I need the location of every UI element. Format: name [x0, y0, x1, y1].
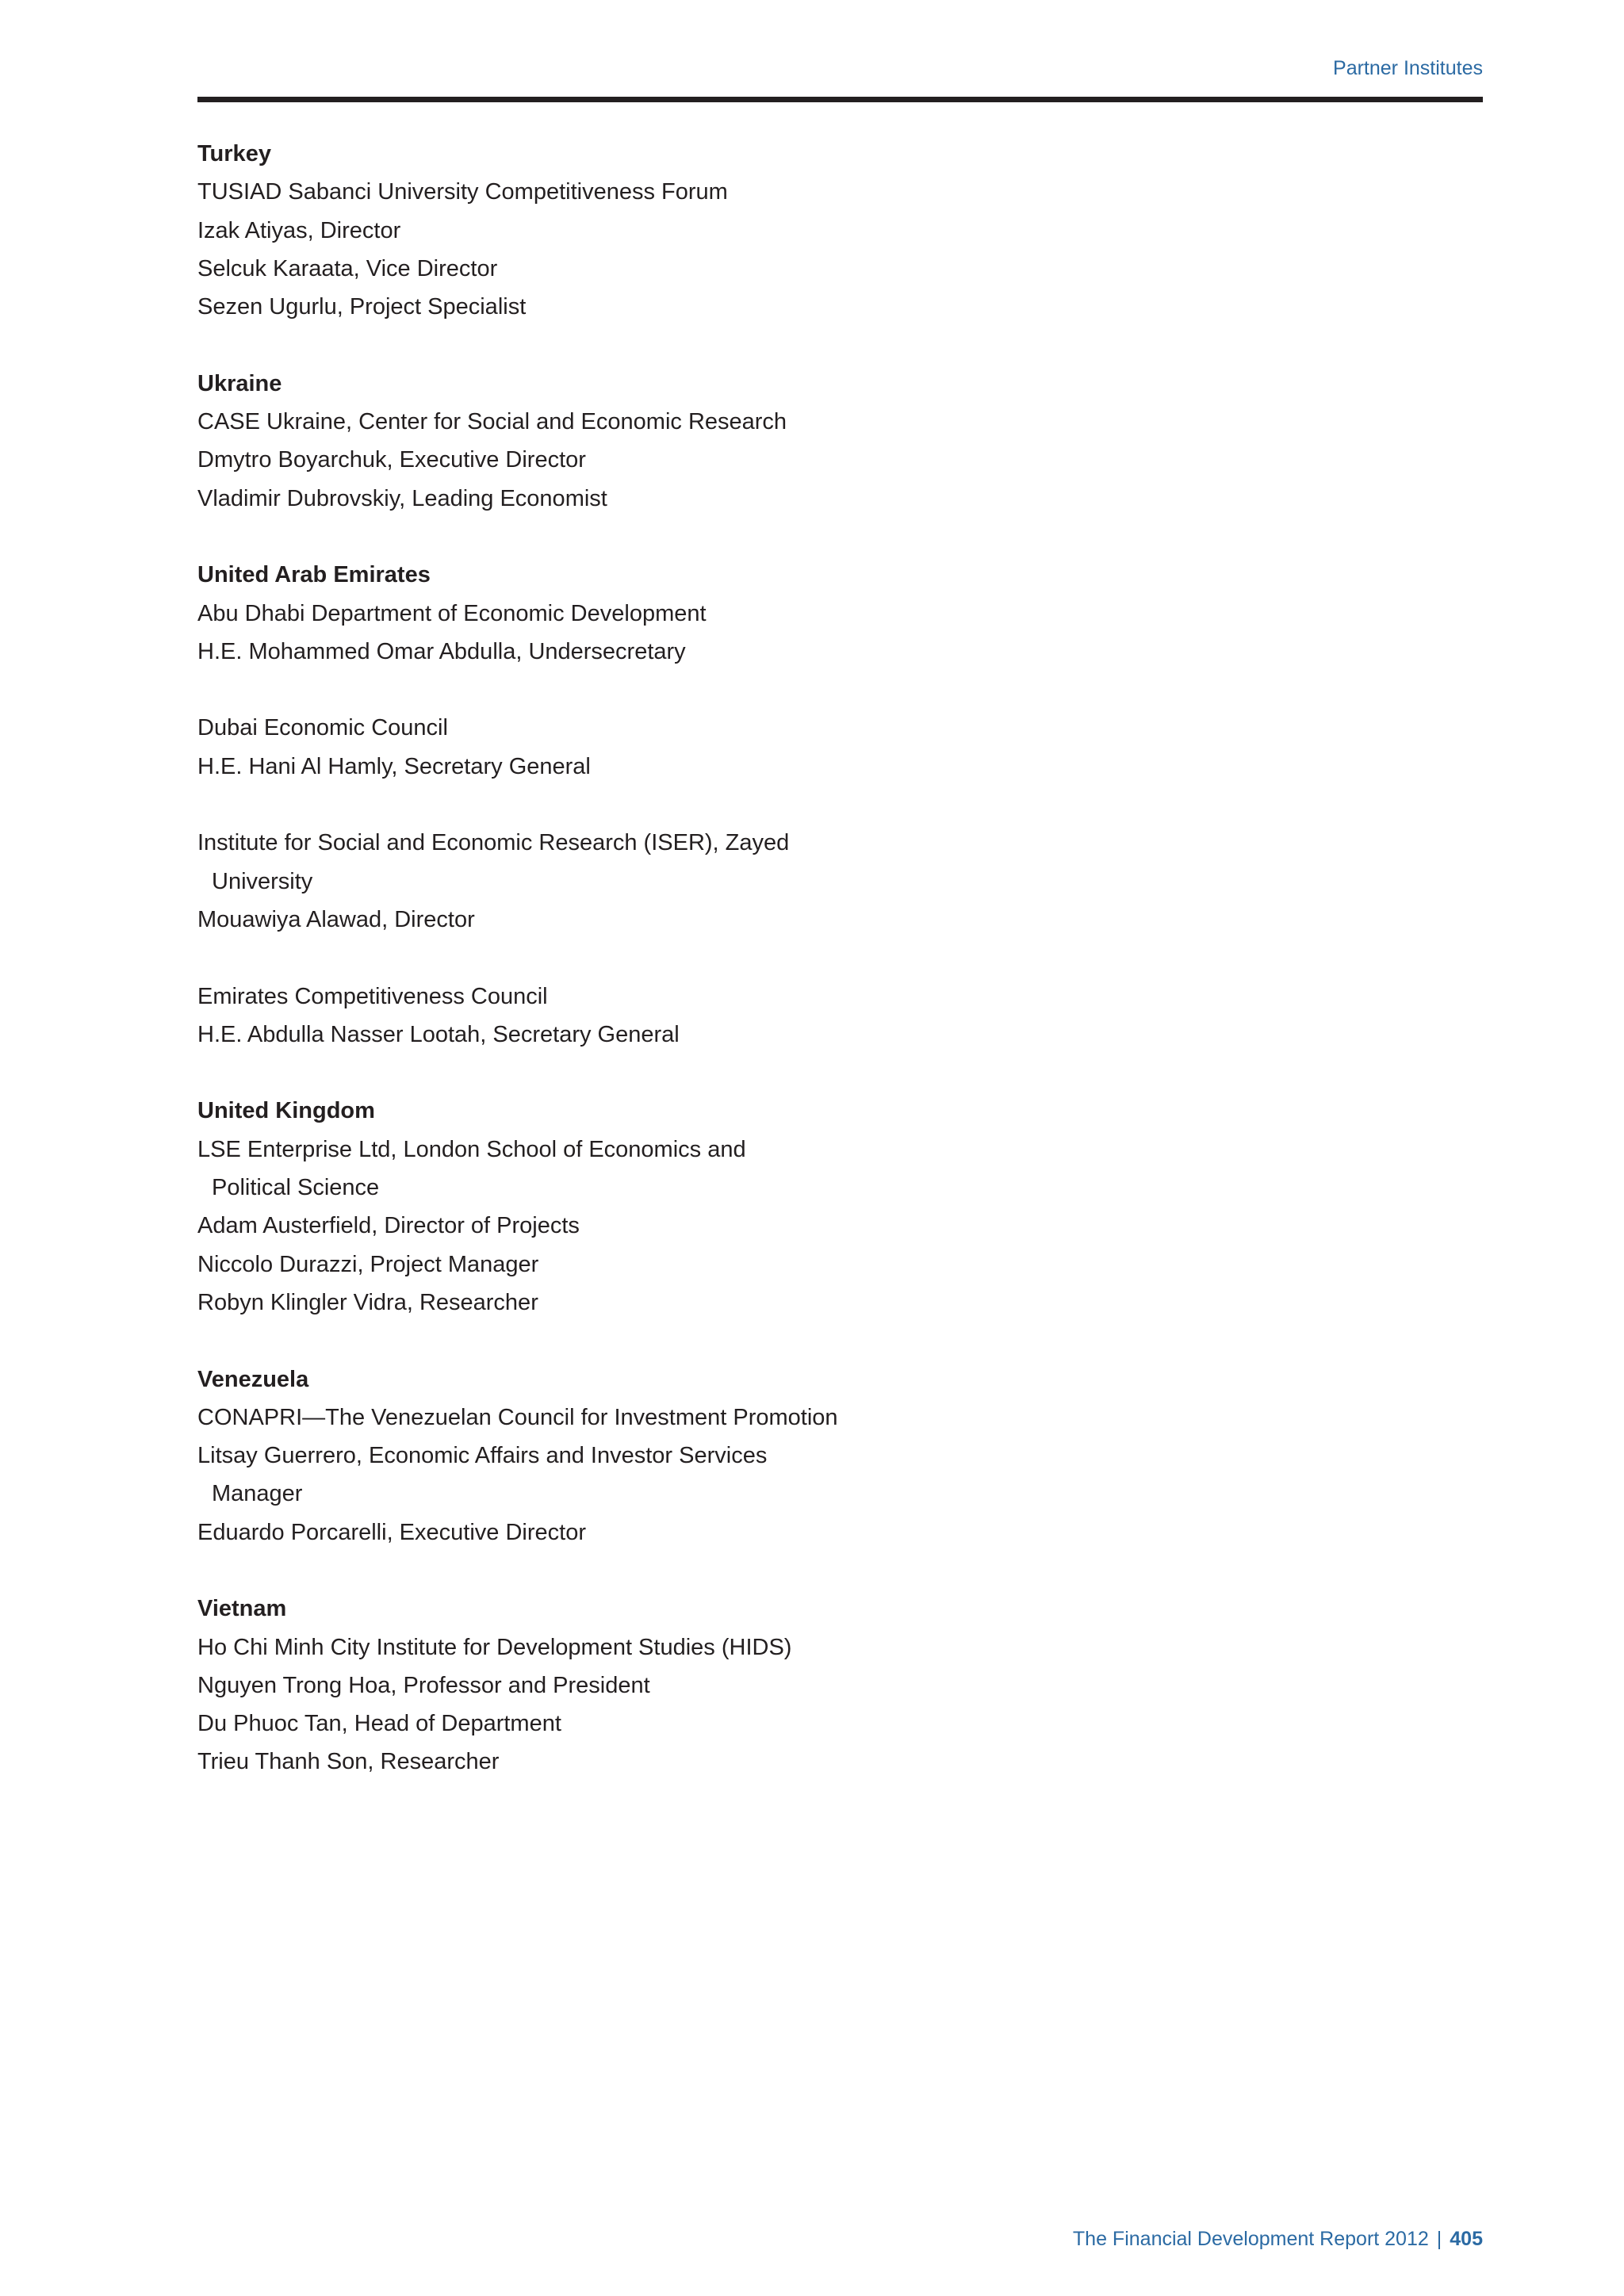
partner-institutes-list: [197, 135, 990, 1781]
contact-line: Izak Atiyas, Director: [197, 217, 401, 243]
contact-line: Selcuk Karaata, Vice Director: [197, 255, 498, 281]
organization-name-continuation: Political Science: [212, 1175, 380, 1201]
country-heading: United Arab Emirates: [197, 562, 431, 588]
contact-line: Adam Austerfield, Director of Projects: [197, 1213, 580, 1239]
country-heading: Ukraine: [197, 370, 282, 396]
contact-line: Trieu Thanh Son, Researcher: [197, 1749, 500, 1775]
country-section-ukraine: [197, 365, 990, 518]
contact-line: Mouawiya Alawad, Director: [197, 906, 475, 932]
organization-block: [197, 403, 990, 518]
country-section-venezuela: [197, 1360, 990, 1552]
organization-name-continuation: University: [212, 868, 313, 894]
page-number: 405: [1450, 2228, 1483, 2250]
organization-block: [197, 978, 990, 1054]
country-section-uae: [197, 556, 990, 1054]
footer-separator: |: [1436, 2228, 1442, 2250]
contact-line: Dmytro Boyarchuk, Executive Director: [197, 447, 586, 473]
contact-line: Niccolo Durazzi, Project Manager: [197, 1251, 539, 1277]
organization-name: CONAPRI—The Venezuelan Council for Investment Promotion: [197, 1404, 838, 1430]
running-head: Partner Institutes: [1333, 57, 1483, 79]
contact-line: Eduardo Porcarelli, Executive Director: [197, 1519, 586, 1545]
organization-block: [197, 824, 990, 939]
country-section-united-kingdom: [197, 1092, 990, 1322]
organization-block: [197, 595, 990, 672]
organization-block: [197, 709, 990, 786]
organization-block: [197, 173, 990, 326]
contact-line: Vladimir Dubrovskiy, Leading Economist: [197, 485, 607, 511]
organization-name: LSE Enterprise Ltd, London School of Economics and: [197, 1136, 746, 1162]
page-footer: [1073, 2228, 1483, 2251]
contact-line: Sezen Ugurlu, Project Specialist: [197, 294, 527, 320]
organization-name: CASE Ukraine, Center for Social and Economic Research: [197, 409, 787, 435]
organization-name: Ho Chi Minh City Institute for Development Studies (HIDS): [197, 1634, 792, 1660]
contact-line: Robyn Klingler Vidra, Researcher: [197, 1289, 538, 1315]
organization-name: Dubai Economic Council: [197, 715, 448, 741]
contact-line: Du Phuoc Tan, Head of Department: [197, 1711, 561, 1737]
contact-line: H.E. Hani Al Hamly, Secretary General: [197, 753, 591, 779]
organization-block: [197, 1131, 990, 1322]
header-rule: [197, 97, 1483, 102]
country-section-turkey: [197, 135, 990, 326]
country-heading: Venezuela: [197, 1366, 309, 1392]
organization-name: Abu Dhabi Department of Economic Development: [197, 600, 707, 626]
report-title: The Financial Development Report 2012: [1072, 2228, 1429, 2250]
organization-block: [197, 1399, 990, 1552]
contact-line-continuation: Manager: [212, 1481, 303, 1507]
country-heading: Vietnam: [197, 1596, 287, 1622]
organization-name: Institute for Social and Economic Research (ISER), Zayed: [197, 830, 790, 856]
organization-name: TUSIAD Sabanci University Competitiveness Forum: [197, 179, 728, 205]
country-section-vietnam: [197, 1590, 990, 1781]
organization-name: Emirates Competitiveness Council: [197, 983, 548, 1009]
contact-line: Nguyen Trong Hoa, Professor and President: [197, 1672, 650, 1698]
contact-line: H.E. Mohammed Omar Abdulla, Undersecretary: [197, 638, 686, 664]
country-heading: United Kingdom: [197, 1098, 375, 1124]
country-heading: Turkey: [197, 141, 271, 166]
organization-block: [197, 1628, 990, 1781]
contact-line: H.E. Abdulla Nasser Lootah, Secretary General: [197, 1021, 680, 1047]
contact-line: Litsay Guerrero, Economic Affairs and Investor Services: [197, 1443, 768, 1469]
